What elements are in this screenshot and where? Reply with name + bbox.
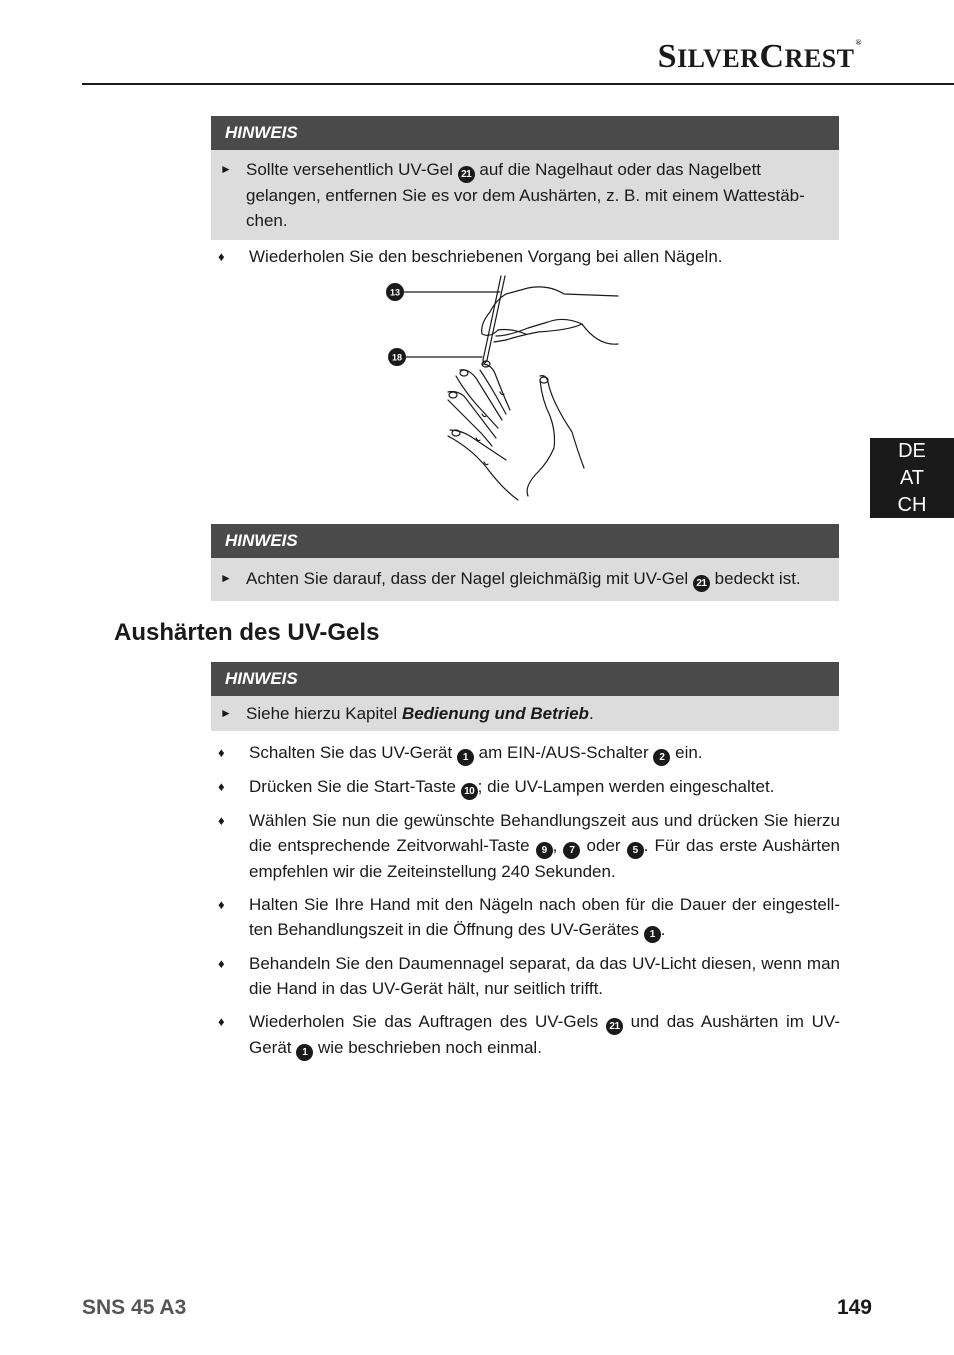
list-item: ♦ Behandeln Sie den Daumennagel separat, da das UV-Licht diesen, wenn man die Hand in das UV-Gerät hält, nur seitlich trifft. — [211, 951, 840, 1001]
model-number: SNS 45 A3 — [82, 1296, 187, 1319]
lang-at: AT — [899, 466, 925, 489]
language-tab — [870, 438, 954, 518]
page-number: 149 — [836, 1296, 872, 1319]
note-box — [211, 524, 839, 601]
hand-applicator-illustration — [378, 272, 622, 506]
note-title: HINWEIS — [211, 116, 839, 150]
note-box — [211, 662, 839, 731]
diamond-bullet-icon: ♦ — [218, 1014, 225, 1029]
reference-number-icon: 1 — [457, 749, 474, 766]
callout-label: 18 — [391, 352, 403, 363]
header-rule — [82, 83, 954, 85]
list-item: ♦ Wiederholen Sie den beschriebenen Vorgang bei allen Nägeln. — [211, 244, 840, 269]
diamond-bullet-icon: ♦ — [218, 897, 225, 912]
list-item: ♦ Schalten Sie das UV-Gerät 1 am EIN-/AUS-Schalter 2 ein. — [211, 740, 840, 766]
reference-number-icon: 21 — [606, 1018, 623, 1035]
list-item: ♦ Drücken Sie die Start-Taste 10 ; die UV-Lampen werden eingeschaltet. — [211, 774, 840, 800]
note-body: ► Achten Sie darauf, dass der Nagel gleichmäßig mit UV-Gel 21 bedeckt ist. — [211, 558, 839, 601]
diamond-bullet-icon: ♦ — [218, 813, 225, 828]
arrow-bullet-icon: ► — [220, 162, 232, 176]
reference-number-icon: 5 — [627, 842, 644, 859]
lang-de: DE — [898, 439, 926, 462]
lang-ch: CH — [897, 493, 927, 516]
note-box — [211, 116, 839, 240]
reference-number-icon: 7 — [563, 842, 580, 859]
diamond-bullet-icon: ♦ — [218, 779, 225, 794]
note-title: HINWEIS — [211, 524, 839, 558]
reference-number-icon: 1 — [296, 1044, 313, 1061]
callout-label: 13 — [389, 287, 401, 298]
arrow-bullet-icon: ► — [220, 571, 232, 585]
diamond-bullet-icon: ♦ — [218, 745, 225, 760]
section-heading: Aushärten des UV-Gels — [114, 619, 380, 646]
reference-number-icon: 2 — [653, 749, 670, 766]
note-body: ► Siehe hierzu Kapitel Bedienung und Betrieb. — [211, 696, 839, 731]
note-title: HINWEIS — [211, 662, 839, 696]
reference-number-icon: 1 — [644, 926, 661, 943]
reference-number-icon: 21 — [693, 575, 710, 592]
note-body: ► Sollte versehentlich UV-Gel 21 auf die Nagelhaut oder das Nagelbett gelangen, entfernen Sie es vor dem Aushärten, z. B. mit einem Wattestäb-chen. — [211, 150, 839, 240]
reference-number-icon: 9 — [536, 842, 553, 859]
diamond-bullet-icon: ♦ — [218, 956, 225, 971]
reference-number-icon: 21 — [458, 166, 475, 183]
arrow-bullet-icon: ► — [220, 706, 232, 720]
list-item: ♦ Wiederholen Sie das Auftragen des UV-Gels 21 und das Aushärten im UV-Gerät 1 wie beschrieben noch einmal. — [211, 1009, 840, 1061]
list-item: ♦ Wählen Sie nun die gewünschte Behandlungszeit aus und drücken Sie hierzu die entsprechende Zeitvorwahl-Taste 9 , 7 oder 5 . Für das erste Aushärten empfehlen wir die Zeiteinstellung 240 Sekunden. — [211, 808, 840, 884]
reference-number-icon: 10 — [461, 783, 478, 800]
diamond-bullet-icon: ♦ — [218, 249, 225, 264]
brand-logo: SILVERCREST® — [657, 38, 862, 75]
list-item: ♦ Halten Sie Ihre Hand mit den Nägeln nach oben für die Dauer der eingestell-ten Behandlungszeit in die Öffnung des UV-Gerätes 1 . — [211, 892, 840, 943]
